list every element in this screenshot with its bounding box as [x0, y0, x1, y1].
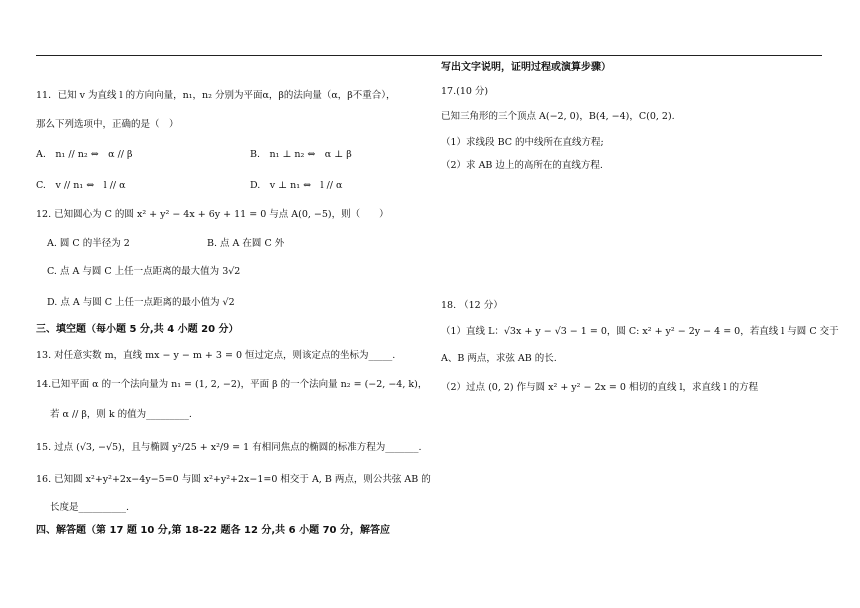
q12-option-c: C. 点 A 与圆 C 上任一点距离的最大值为 3√2 [47, 266, 241, 277]
header-rule [36, 55, 822, 56]
q17-stem: 已知三角形的三个顶点 A(−2, 0)，B(4, −4)，C(0, 2). [441, 111, 675, 122]
q11-option-d: D. v ⊥ n₁ ⇔ l // α [250, 180, 343, 191]
q18-part-2: （2）过点 (0, 2) 作与圆 x² + y² − 2x = 0 相切的直线 l，求直线 l 的方程 [441, 382, 759, 393]
q18-part-1-line2: A、B 两点，求弦 AB 的长. [441, 353, 557, 364]
q11-stem-line1: 11．已知 v 为直线 l 的方向向量，n₁，n₂ 分别为平面α，β的法向量（α，β不重合）， [36, 90, 396, 101]
q12-option-b: B. 点 A 在圆 C 外 [207, 238, 285, 249]
section-4-heading-continued: 写出文字说明，证明过程或演算步骤） [441, 62, 611, 73]
q15: 15. 过点 (√3, −√5)，且与椭圆 y²/25 + x²/9 = 1 有相同焦点的椭圆的标准方程为_______. [36, 442, 422, 453]
q16-line1: 16. 已知圆 x²+y²+2x−4y−5=0 与圆 x²+y²+2x−1=0 相交于 A, B 两点，则公共弦 AB 的 [36, 474, 431, 485]
q11-option-a: A. n₁ // n₂ ⇔ α // β [36, 149, 133, 160]
section-4-heading: 四、解答题（第 17 题 10 分,第 18-22 题各 12 分,共 6 小题 70 分，解答应 [36, 525, 390, 536]
q17-header: 17.(10 分) [441, 86, 489, 97]
q17-part-1: （1）求线段 BC 的中线所在直线方程; [441, 137, 604, 148]
q13: 13. 对任意实数 m，直线 mx − y − m + 3 = 0 恒过定点，则该定点的坐标为_____. [36, 350, 396, 361]
section-3-heading: 三、填空题（每小题 5 分,共 4 小题 20 分） [36, 324, 239, 335]
q14-line1: 14.已知平面 α 的一个法向量为 n₁ = (1, 2, −2)，平面 β 的一个法向量 n₂ = (−2, −4, k)， [36, 379, 428, 390]
q18-part-1-line1: （1）直线 L：√3x + y − √3 − 1 = 0，圆 C: x² + y² − 2y − 4 = 0，若直线 l 与圆 C 交于 [441, 326, 839, 337]
q12-stem: 12. 已知圆心为 C 的圆 x² + y² − 4x + 6y + 11 = 0 与点 A(0, −5)，则（ ） [36, 209, 389, 220]
q11-option-b: B. n₁ ⊥ n₂ ⇔ α ⊥ β [250, 149, 352, 160]
q12-option-a: A. 圆 C 的半径为 2 [47, 238, 130, 249]
q17-part-2: （2）求 AB 边上的高所在的直线方程. [441, 160, 603, 171]
q14-line2: 若 α // β，则 k 的值为_________. [50, 409, 192, 420]
q11-option-c: C. v // n₁ ⇔ l // α [36, 180, 126, 191]
q11-stem-line2: 那么下列选项中，正确的是（ ） [36, 119, 179, 130]
q18-header: 18. （12 分） [441, 300, 503, 311]
q12-option-d: D. 点 A 与圆 C 上任一点距离的最小值为 √2 [47, 297, 235, 308]
q16-line2: 长度是__________. [50, 502, 130, 513]
